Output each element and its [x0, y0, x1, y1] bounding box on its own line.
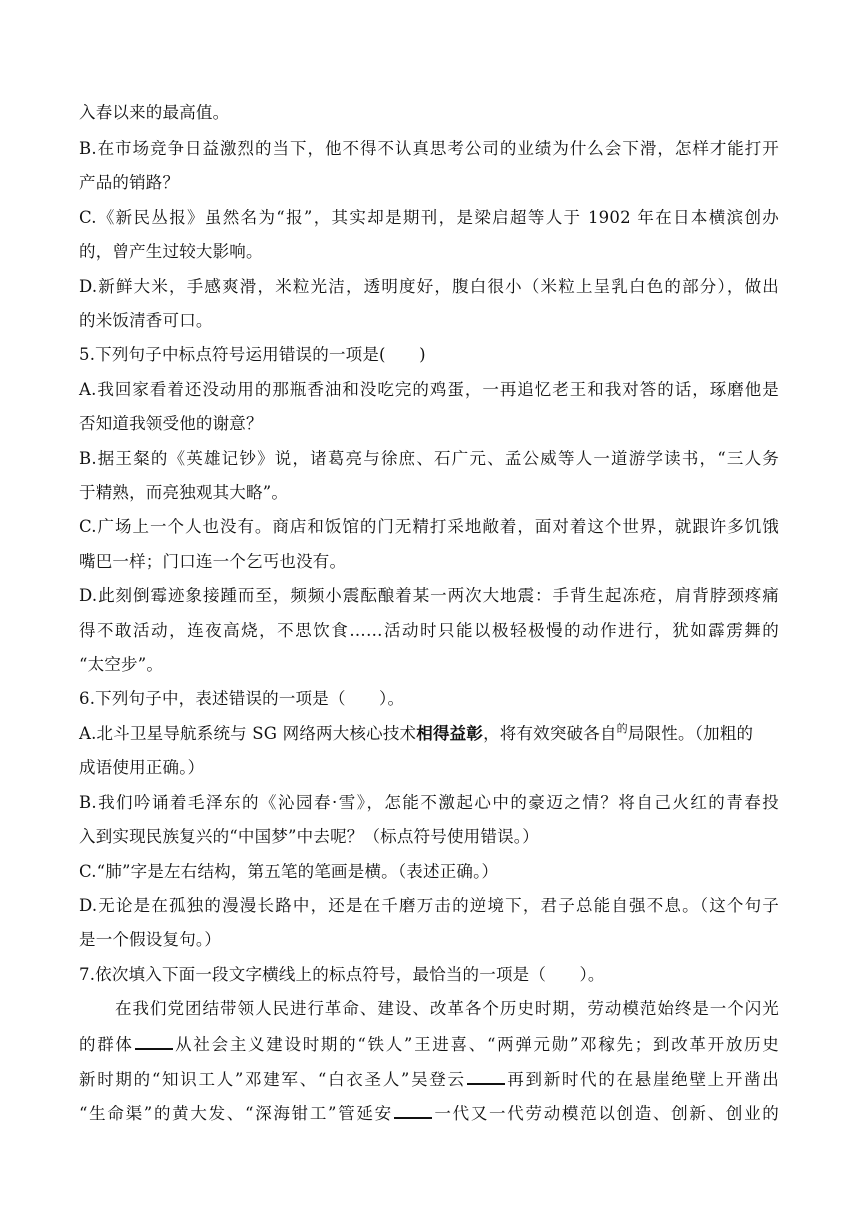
q5-option-d-line: D.此刻倒霉迹象接踵而至，频频小震酝酿着某一两次大地震：手背生起冻疮，肩背脖颈疼痛	[79, 586, 779, 605]
passage-line-3	[79, 1066, 779, 1092]
text-line: 产品的销路？	[79, 173, 180, 192]
q6a-text-pre: A.北斗卫星导航系统与 SG 网络两大核心技术	[79, 724, 417, 743]
fill-blank-3	[394, 1100, 432, 1119]
q6a-text-post: 局限性。（加粗的	[627, 724, 754, 743]
option-b-line: B.在市场竞争日益激烈的当下，他不得不认真思考公司的业绩为什么会下滑，怎样才能打开	[79, 139, 779, 158]
q6-option-a-line	[79, 722, 779, 748]
text-line: 是一个假设复句。）	[79, 930, 222, 949]
superscript-char: 的	[616, 722, 628, 735]
passage-text: 从社会主义建设时期的“铁人”王进喜、“两弹元勋”邓稼先；到改革开放历史	[173, 1035, 779, 1054]
q5-option-a-line: A.我回家看着还没动用的那瓶香油和没吃完的鸡蛋，一再追忆老王和我对答的话，琢磨他是	[79, 380, 779, 399]
passage-text: 的群体	[79, 1035, 134, 1054]
text-line: 否知道我领受他的谢意？	[79, 414, 263, 433]
passage-text: 新时期的“知识工人”邓建军、“白衣圣人”吴登云	[79, 1070, 466, 1089]
q6-option-d-line: D.无论是在孤独的漫漫长路中，还是在千磨万击的逆境下，君子总能自强不息。（这个句子	[79, 896, 779, 915]
fill-blank-1	[135, 1031, 173, 1050]
text-line: 入到实现民族复兴的“中国梦”中去呢？（标点符号使用错误。）	[79, 827, 539, 846]
passage-text: “生命渠”的黄大发、“深海钳工”管延安	[79, 1104, 393, 1123]
text-line: 的米饭清香可口。	[79, 311, 213, 330]
option-d-line: D.新鲜大米，手感爽滑，米粒光洁，透明度好，腹白很小（米粒上呈乳白色的部分），做出	[79, 277, 779, 296]
fill-blank-2	[467, 1066, 505, 1085]
passage-line-2	[79, 1031, 779, 1057]
question-6-stem: 6.下列句子中，表述错误的一项是（ ）。	[79, 689, 405, 708]
text-line: 的，曾产生过较大影响。	[79, 242, 263, 261]
passage-text: 再到新时代的在悬崖绝壁上开凿出	[505, 1070, 780, 1089]
text-line: 成语使用正确。）	[79, 758, 205, 777]
question-5-stem: 5.下列句子中标点符号运用错误的一项是( )	[79, 345, 426, 364]
text-line: “太空步”。	[79, 655, 164, 674]
text-line: 入春以来的最高值。	[79, 103, 230, 122]
bold-idiom: 相得益彰	[416, 724, 484, 743]
question-7-stem: 7.依次填入下面一段文字横线上的标点符号，最恰当的一项是（ ）。	[79, 965, 605, 984]
option-c-line: C.《新民丛报》虽然名为“报”，其实却是期刊，是梁启超等人于 1902 年在日本横滨创办	[79, 208, 779, 227]
q6-option-c-line: C.“肺”字是左右结构，第五笔的笔画是横。（表述正确。）	[79, 862, 499, 881]
q6-option-b-line: B.我们吟诵着毛泽东的《沁园春·雪》，怎能不激起心中的豪迈之情？将自己火红的青春投	[79, 793, 779, 812]
passage-line-4	[79, 1100, 779, 1126]
q5-option-c-line: C.广场上一个人也没有。商店和饭馆的门无精打采地敞着，面对着这个世界，就跟许多饥饿	[79, 517, 779, 536]
text-line: 于精熟，而亮独观其大略”。	[79, 483, 289, 502]
text-line: 嘴巴一样；门口连一个乞丐也没有。	[79, 552, 347, 571]
text-line: 得不敢活动，连夜高烧，不思饮食……活动时只能以极轻极慢的动作进行，犹如霹雳舞的	[79, 621, 779, 640]
passage-line-1: 在我们党团结带领人民进行革命、建设、改革各个历史时期，劳动模范始终是一个闪光	[115, 999, 779, 1018]
q5-option-b-line: B.据王粲的《英雄记钞》说，诸葛亮与徐庶、石广元、孟公威等人一道游学读书，“三人务	[79, 449, 779, 468]
q6a-text-mid: ，将有效突破各自	[483, 724, 617, 743]
passage-text: 一代又一代劳动模范以创造、创新、创业的	[432, 1104, 779, 1123]
